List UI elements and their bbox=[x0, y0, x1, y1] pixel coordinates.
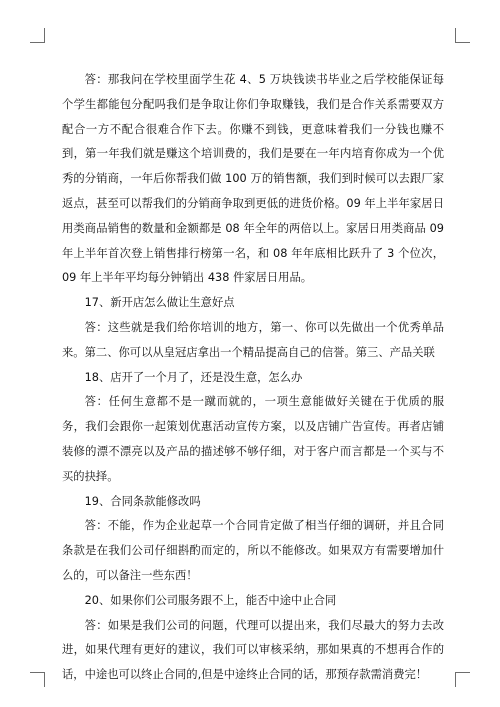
crop-mark-top-left bbox=[30, 28, 45, 43]
crop-mark-bottom-left bbox=[30, 672, 45, 687]
question-heading: 19、合同条款能修改吗 bbox=[84, 494, 201, 508]
answer-paragraph: 答：任何生意都不是一蹴而就的，一项生意能做好关键在于优质的服务，我们会跟你一起策划优惠活动宣传方案，以及店铺广告宣传。再者店铺装修的漂不漂亮以及产品的描述够不够仔细，对于客户而言都是一个买与不买的抉择。 bbox=[62, 395, 444, 483]
document-body bbox=[62, 68, 444, 688]
answer-paragraph: 答：那我问在学校里面学生花 4、5 万块钱读书毕业之后学校能保证每个学生都能包分配吗我们是争取让你们争取赚钱，我们是合作关系需要双方配合一方不配合很难合作下去。你赚不到钱，更意味着我们一分钱也赚不到，第一年我们就是赚这个培训费的，我们是要在一年内培育你成为一个优秀的分销商，一年后你帮我们做 100 万的销售额，我们到时候可以去跟厂家返点，甚至可以帮我们的分销商争取到更低的进货价格。09 年上半年家居日用类商品销售的数量和金额都是 08 年全年的两倍以上。家居日用类商品 09 年上半年首次登上销售排行榜第一名，和 08 年年底相比跃升了 3 个位次，09 年上半年平均每分钟销出 438 件家居日用品。 bbox=[62, 73, 444, 285]
question-heading: 17、新开店怎么做让生意好点 bbox=[84, 296, 235, 310]
question-heading: 18、店开了一个月了，还是没生意，怎么办 bbox=[84, 370, 303, 384]
crop-mark-top-right bbox=[455, 28, 470, 43]
answer-paragraph: 答：不能，作为企业起草一个合同肯定做了相当仔细的调研，并且合同条款是在我们公司仔细斟酌而定的，所以不能修改。如果双方有需要增加什么的，可以备注一些东西！ bbox=[62, 519, 444, 582]
question-heading: 20、如果你们公司服务跟不上，能否中途中止合同 bbox=[84, 593, 337, 607]
answer-paragraph: 答：如果是我们公司的问题，代理可以提出来，我们尽最大的努力去改进，如果代理有更好的建议，我们可以审核采纳，那如果真的不想再合作的话，中途也可以终止合同的,但是中途终止合同的话，那预存款需消费完！ bbox=[62, 618, 444, 682]
crop-mark-bottom-right bbox=[455, 672, 470, 687]
answer-paragraph: 答：这些就是我们给你培训的地方，第一、你可以先做出一个优秀单品来。第二、你可以从皇冠店拿出一个精品提高自己的信誉。第三、产品关联 bbox=[62, 320, 444, 359]
